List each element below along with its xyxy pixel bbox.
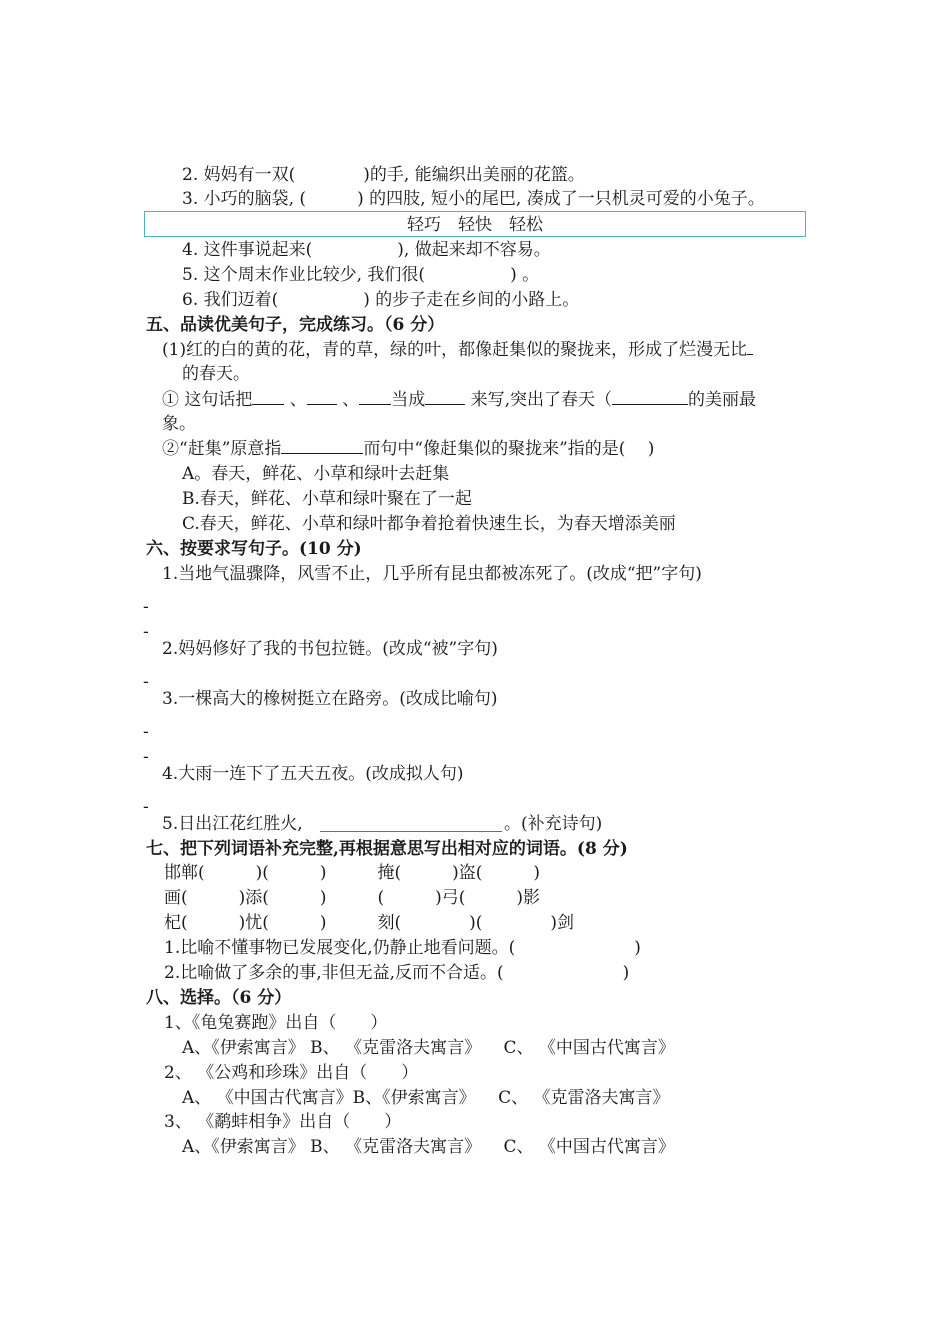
s8-q2-options: A、 《中国古代寓言》B、《伊索寓言》 C、 《克雷洛夫寓言》 <box>182 1088 670 1108</box>
s6-q3: 3.一棵高大的橡树挺立在路旁。(改成比喻句) <box>162 689 498 709</box>
answer-dash: - <box>143 672 149 692</box>
answer-dash: - <box>143 622 149 642</box>
answer-dash: - <box>143 747 149 767</box>
s8-q1: 1、《龟兔赛跑》出自（ ） <box>164 1013 388 1033</box>
q1-blank-5[interactable] <box>612 390 688 405</box>
s6-title: 六、按要求写句子。(10 分) <box>146 539 362 559</box>
s6-q1: 1.当地气温骤降，风雪不止，几乎所有昆虫都被冻死了。(改成“把”字句) <box>162 564 702 584</box>
q1-text-e: 来写,突出了春天（ <box>465 390 613 410</box>
q1-text-a: ① 这句话把 <box>162 390 253 410</box>
q1-text-f: 的美丽最 <box>688 390 757 410</box>
q1-blank-4[interactable] <box>425 390 465 405</box>
s4-line-6: 6. 我们迈着( ) 的步子走在乡间的小路上。 <box>182 290 580 310</box>
s4-line-2: 2. 妈妈有一双( )的手, 能编织出美丽的花篮。 <box>182 165 585 185</box>
s7-meaning-2: 2.比喻做了多余的事,非但无益,反而不合适。( ) <box>164 963 630 983</box>
s5-passage-text: (1)红的白的黄的花，青的草，绿的叶，都像赶集似的聚拢来，形成了烂漫无比 <box>162 340 748 360</box>
q1-blank-3[interactable] <box>359 390 391 405</box>
s7-row-1: 邯郸( )( ) 掩( )盗( ) <box>164 863 541 883</box>
q1-blank-1[interactable] <box>252 390 284 405</box>
answer-dash: - <box>143 722 149 742</box>
q2-text-a: ②“赶集”原意指 <box>162 439 282 459</box>
s7-row-2: 画( )添( ) ( )弓( )影 <box>164 888 541 908</box>
s5-q1-line-2: 象。 <box>162 414 196 434</box>
s6-q5-prompt: 5.日出江花红胜火, <box>162 814 303 834</box>
poem-answer-line[interactable] <box>320 831 502 832</box>
word-bank-text: 轻巧 轻快 轻松 <box>407 215 543 235</box>
s5-q1-line-1 <box>162 389 756 411</box>
s6-q5-suffix: 。(补充诗句) <box>504 814 603 834</box>
q1-blank-2[interactable] <box>307 390 337 405</box>
s5-option-c: C.春天，鲜花、小草和绿叶都争着抢着快速生长，为春天增添美丽 <box>182 514 676 534</box>
s8-q3: 3、 《鹬蚌相争》出自（ ） <box>164 1112 402 1132</box>
s6-q4: 4.大雨一连下了五天五夜。(改成拟人句) <box>162 764 464 784</box>
q1-text-d: 当成 <box>391 390 426 410</box>
s7-row-3: 杞( )忧( ) 刻( )( )剑 <box>164 913 575 933</box>
word-bank-box <box>144 211 806 237</box>
s8-title: 八、选择。（6 分） <box>146 988 292 1008</box>
q1-text-b: 、 <box>284 390 307 410</box>
s4-line-5: 5. 这个周末作业比较少, 我们很( ) 。 <box>182 265 540 285</box>
s8-q2: 2、 《公鸡和珍珠》出自（ ） <box>164 1063 419 1083</box>
s5-passage-line-1 <box>162 339 753 361</box>
s5-passage-line-2: 的春天。 <box>182 364 250 384</box>
s5-title: 五、品读优美句子，完成练习。（6 分） <box>146 315 445 335</box>
q2-text-b: 而句中“像赶集似的聚拢来”指的是( ) <box>363 439 655 459</box>
s6-q2: 2.妈妈修好了我的书包拉链。(改成“被”字句) <box>162 639 498 659</box>
passage-blank <box>747 340 753 355</box>
s8-q1-options: A、《伊索寓言》 B、 《克雷洛夫寓言》 C、 《中国古代寓言》 <box>182 1038 675 1058</box>
q1-text-c: 、 <box>336 390 360 410</box>
s7-meaning-1: 1.比喻不懂事物已发展变化,仍静止地看问题。( ) <box>164 938 641 958</box>
s4-line-3: 3. 小巧的脑袋, ( ) 的四肢, 短小的尾巴, 凑成了一只机灵可爱的小兔子。 <box>182 189 765 209</box>
s7-title: 七、把下列词语补充完整,再根据意思写出相对应的词语。(8 分) <box>146 839 628 859</box>
s8-q3-options: A、《伊索寓言》 B、 《克雷洛夫寓言》 C、 《中国古代寓言》 <box>182 1137 675 1157</box>
s4-line-4: 4. 这件事说起来( ), 做起来却不容易。 <box>182 240 551 260</box>
s5-q2 <box>162 438 654 460</box>
answer-dash: - <box>143 597 149 617</box>
s5-option-b: B.春天，鲜花、小草和绿叶聚在了一起 <box>182 489 472 509</box>
q2-blank[interactable] <box>281 439 363 454</box>
answer-dash: - <box>143 797 149 817</box>
s5-option-a: A。春天，鲜花、小草和绿叶去赶集 <box>182 464 450 484</box>
